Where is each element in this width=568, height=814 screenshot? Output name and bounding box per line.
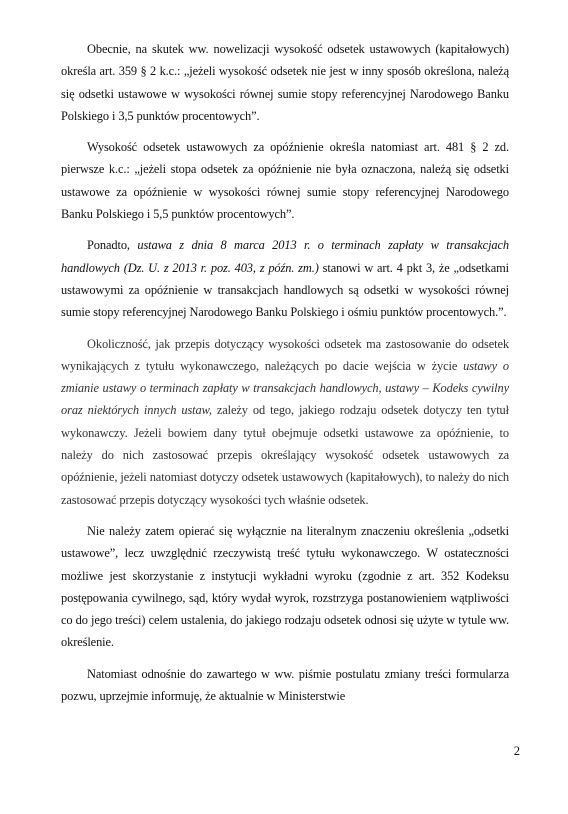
paragraph-text: Ponadto,	[87, 238, 138, 253]
paragraph-text: stanowi w art. 4 pkt 3, że „odsetkami ustawowymi za opóźnienie w transakcjach handlowych są odsetki w wysokości równej sumie stopy referencyjnej Narodowego Banku Polskiego i ośmiu punktów procentowych.”.	[61, 260, 509, 320]
paragraph-2	[61, 136, 509, 225]
paragraph-text: Okoliczność, jak przepis dotyczący wysokości odsetek ma zastosowanie do odsetek wynikających z tytułu wykonawczego, należących po dacie wejścia w życie	[61, 336, 509, 373]
document-body	[61, 38, 509, 716]
paragraph-text: zależy od tego, jakiego rodzaju odsetek dotyczy ten tytuł wykonawczy. Jeżeli bowiem dany tytuł obejmuje odsetki ustawowe za opóźnienie, to należy do nich zastosować przepis określający wysokość odsetek ustawowych za opóźnienie, jeżeli natomiast dotyczy odsetek ustawowych (kapitałowych), to należy do nich zastosować przepis dotyczący wysokości tych właśnie odsetek.	[61, 403, 509, 507]
paragraph-text: Natomiast odnośnie do zawartego w ww. piśmie postulatu zmiany treści formularza pozwu, uprzejmie informuję, że aktualnie w Ministerstwie	[61, 666, 509, 704]
paragraph-5	[61, 520, 509, 654]
paragraph-text: Nie należy zatem opierać się wyłącznie na literalnym znaczeniu określenia „odsetki ustawowe”, lecz uwzględnić rzeczywistą treść tytułu wykonawczego. W ostateczności możliwe jest skorzystanie z instytucji wykładni wyroku (zgodnie z art. 352 Kodeksu postępowania cywilnego, sąd, który wydał wyrok, rozstrzyga postanowieniem wątpliwości co do jego treści) celem ustalenia, do jakiego rodzaju odsetek odnosi się użyte w tytule ww. określenie.	[61, 523, 509, 650]
paragraph-1	[61, 38, 509, 127]
paragraph-text: Wysokość odsetek ustawowych za opóźnienie określa natomiast art. 481 § 2 zd. pierwsze k.c.: „jeżeli stopa odsetek za opóźnienie nie była oznaczona, należą się odsetki ustawowe za opóźnienie w wysokości równej sumie stopy referencyjnej Narodowego Banku Polskiego i 5,5 punktów procentowych”.	[61, 140, 509, 222]
paragraph-4	[61, 333, 509, 511]
legal-citation: ustawy o zmianie ustawy o terminach zapłaty w transakcjach handlowych, ustawy – Kodeks cywilny oraz niektórych innych ustaw,	[61, 358, 509, 418]
paragraph-3	[61, 234, 509, 323]
paragraph-6	[61, 663, 509, 708]
legal-citation: ustawa z dnia 8 marca 2013 r. o terminach zapłaty w transakcjach handlowych (Dz. U. z 2013 r. poz. 403, z późn. zm.)	[61, 238, 510, 275]
paragraph-text: Obecnie, na skutek ww. nowelizacji wysokość odsetek ustawowych (kapitałowych) określa art. 359 § 2 k.c.: „jeżeli wysokość odsetek nie jest w inny sposób określona, należą się odsetki ustawowe w wysokości równej sumie stopy referencyjnej Narodowego Banku Polskiego i 3,5 punktów procentowych”.	[61, 42, 509, 123]
page-number: 2	[513, 744, 520, 758]
